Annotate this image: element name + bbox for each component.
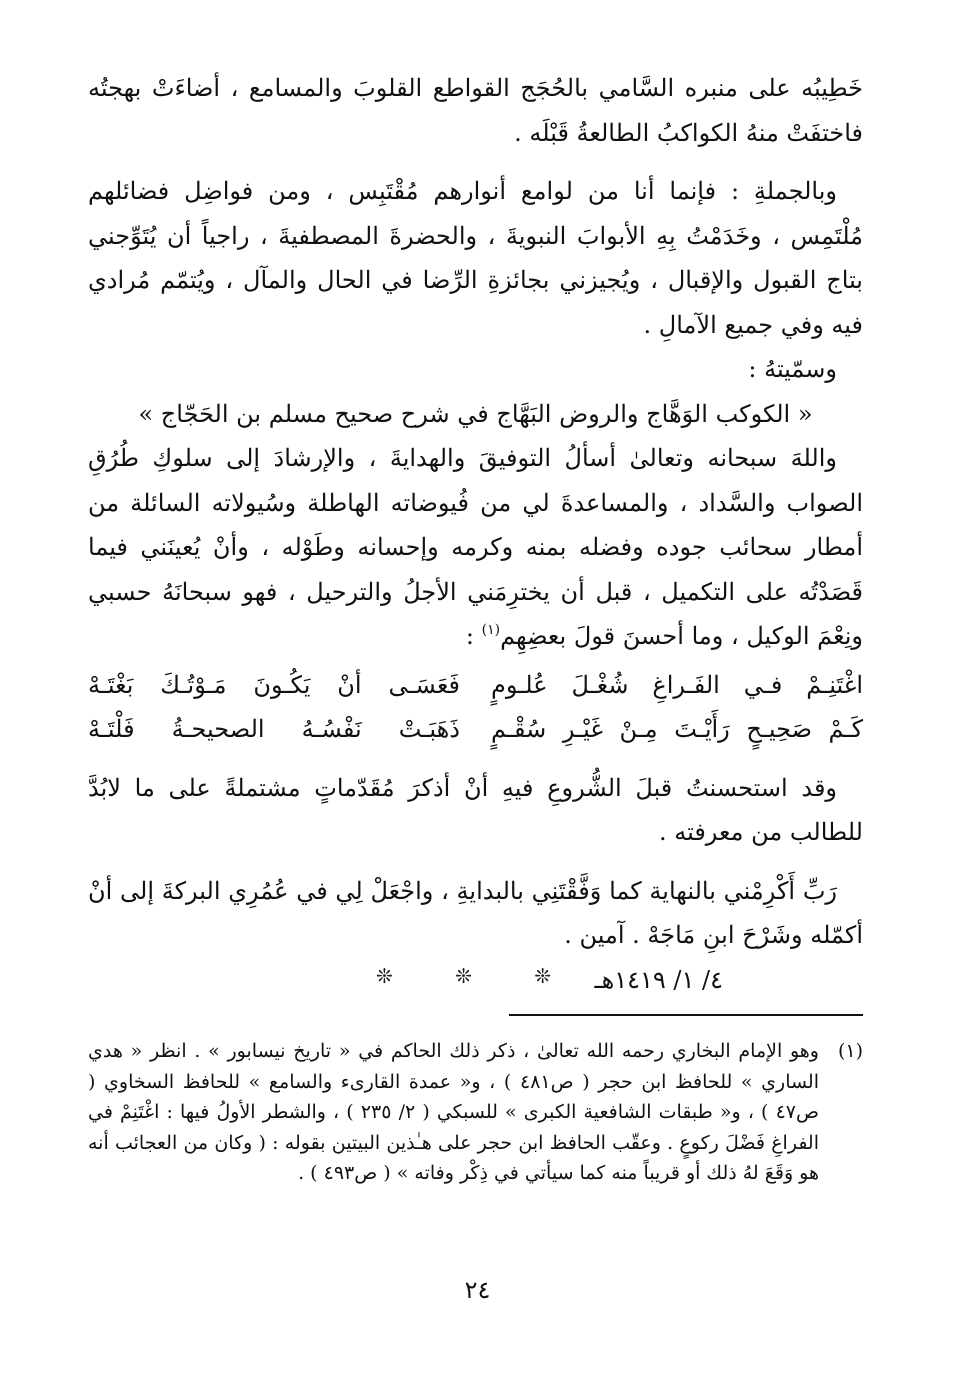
verse-line-1 <box>88 663 863 708</box>
main-text <box>88 66 863 1002</box>
section-separator-stars: ❊ ❊ ❊ <box>376 964 579 988</box>
paragraph-6: رَبِّ أَكْرِمْني بالنهاية كما وَفَّقْتَنِي بالبدايةِ ، واجْعَلْ لِي في عُمُرِي البركةَ إلى أنْ أكمّله وشَرْحَ ابنِ مَاجَهْ . آمين . <box>88 876 863 949</box>
footnote-text: وهو الإمام البخاري رحمه الله تعالىٰ ، ذكر ذلك الحاكم في « تاريخ نيسابور » . انظر « هدي الساري » للحافظ ابن حجر ( ص٤٨١ ) ، و« عمدة القارىء والسامع » للحافظ السخاوي ( ص٤٧ ) ، و« طبقات الشافعية الكبرى » للسبكي ( ٢/ ٢٣٥ ) ، والشطر الأولُ فيها : اغْتَنِمْ في الفراغِ فَضْلَ ركوعٍ . وعقّب الحافظ ابن حجر على هـٰذين البيتين بقوله : ( وكان من العجائب أنه هو وَقَعَ لهُ ذلك أو قريباً منه كما سيأتي في ذِكْر وفاته » ( ص٤٩٣ ) . <box>88 1040 819 1184</box>
page-number: ٢٤ <box>464 1276 491 1304</box>
verse-2-first-hemistich: كَـمْ صَحِيـحٍ رَأَيْـتَ مِـنْ غَيْـرِ سُقْـمٍ <box>491 715 863 743</box>
verse-1-second-hemistich: فَعَسَـى أنْ يَكُـونَ مَـوْتُـكَ بَغْتَـهْ <box>88 670 460 699</box>
paragraph-2: وبالجملةِ : فإنما أنا من لوامع أنوارهم مُقْتَبِس ، ومن فواضِل فضائلهم مُلْتَمِس ، وخَدَمْتُ بِهِ الأبوابَ النبويةَ ، والحضرةَ المصطفيةَ ، راجياً أن يُتَوِّجني بتاج القبول والإقبال ، ويُجيزني بجائزةِ الرِّضا في الحال والمآل ، ويُتمّم مُرادي فيه وفي جميع الآمالِ . <box>88 177 863 339</box>
verse-line-2 <box>88 707 863 752</box>
paragraph-3: وسمّيتهُ : <box>748 355 837 383</box>
footnote-separator-line <box>509 1014 863 1016</box>
date-line: ٤/ ١/ ١٤١٩هـ <box>594 965 723 994</box>
paragraph-4-end: : <box>465 622 482 650</box>
paragraph-1: خَطِيبُه على منبره السَّامي بالحُجَج القواطع القلوبَ والمسامع ، أضاءَتْ بهجتُه فاختفَتْ منهُ الكواكبُ الطالعةُ قَبْلَه . <box>88 74 863 147</box>
footnote-marker[interactable]: (١) <box>481 622 501 638</box>
paragraph-5: وقد استحسنتُ قبلَ الشُّروعِ فيهِ أنْ أذكرَ مُقَدّماتٍ مشتملةً على ما لابُدَّ للطالب من معرفته . <box>88 773 863 846</box>
footnote-number: (١) <box>837 1040 863 1062</box>
paragraph-4 <box>88 436 863 663</box>
verse-1-first-hemistich: اغْتَنِـمْ فـي الفَـراغِ شُغْـلَ عُلـومٍ <box>491 670 863 699</box>
footnote <box>88 1036 863 1189</box>
paragraph-4-text: واللهَ سبحانه وتعالىٰ أسألُ التوفيقَ والهدايةَ ، والإرشادَ إلى سلوكِ طُرُقِ الصواب والسَّداد ، والمساعدةَ لي من فُيوضاته الهاطلة وسُيولاته السائلة من أمطار سحائب جوده وفضله بمنه وكرمه وإحسانه وطَوْله ، وأنْ يُعينَني فيما قَصَدْتُه على التكميل ، قبل أن يخترِمَني الأجلُ والترحيل ، فهو سبحانَهُ حسبي ونِعْمَ الوكيل ، وما أحسنَ قولَ بعضِهِم <box>88 444 863 650</box>
verse-2-second-hemistich: ذَهَبَـتْ نَفْسُـهُ الصحيحـةُ فَلْتَـهْ <box>88 715 460 743</box>
book-title-line: « الكوكب الوَهَّاج والروض البَهَّاج في شرح صحيح مسلم بن الحَجّاج » <box>138 399 813 428</box>
